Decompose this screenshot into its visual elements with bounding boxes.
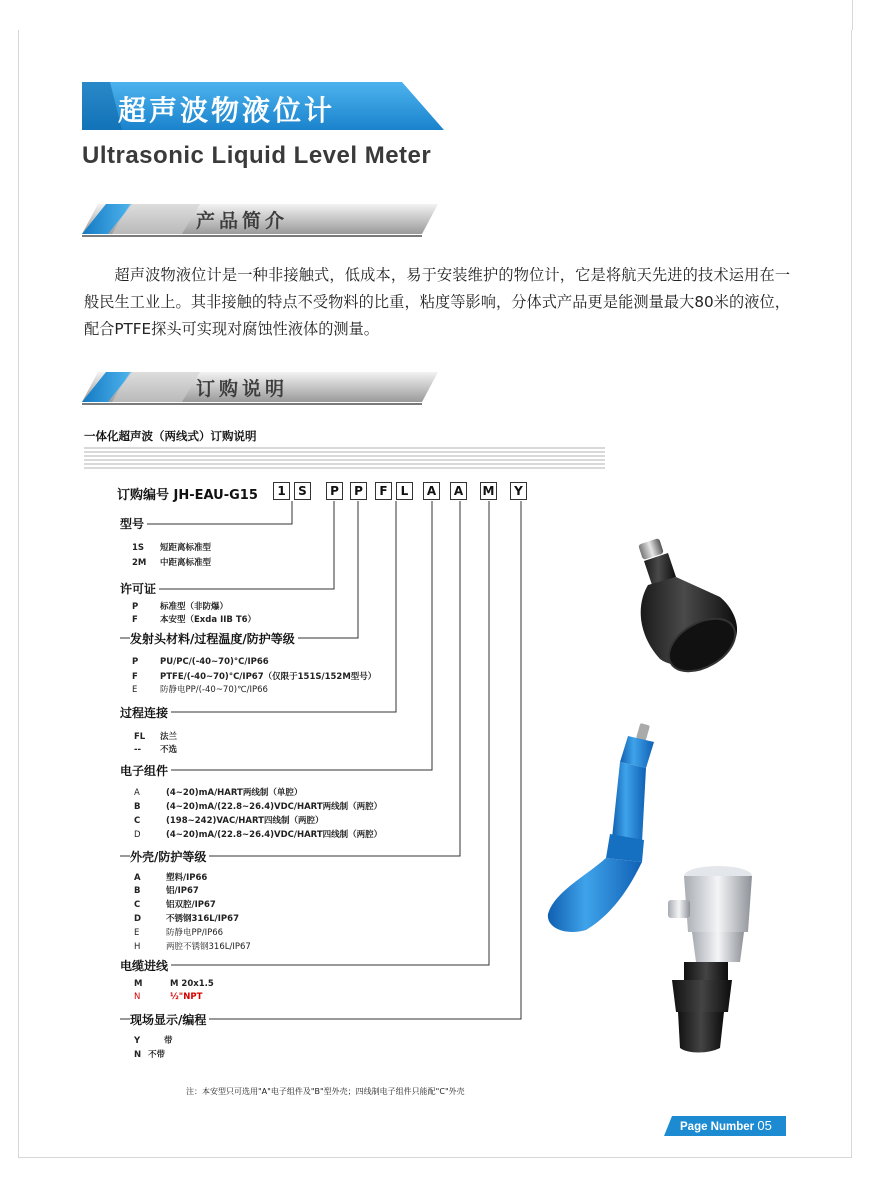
aluminum-sensor-image bbox=[662, 862, 762, 1054]
option-row bbox=[132, 670, 376, 682]
option-key: B bbox=[134, 886, 141, 896]
option-key: F bbox=[132, 672, 138, 682]
option-text: 不选 bbox=[160, 745, 178, 755]
blue-horn-sensor-image bbox=[546, 722, 664, 934]
option-row bbox=[134, 1034, 173, 1046]
option-text: (4~20)mA/HART两线制（单腔） bbox=[166, 788, 303, 798]
option-key: P bbox=[132, 602, 139, 612]
option-key: D bbox=[134, 914, 142, 924]
category-electronics: 电子组件 bbox=[120, 762, 171, 779]
option-text: 塑料/IP66 bbox=[166, 873, 208, 883]
category-housing: 外壳/防护等级 bbox=[130, 848, 209, 865]
category-process-connection: 过程连接 bbox=[120, 704, 171, 721]
option-text: PU/PC/(-40~70)°C/IP66 bbox=[160, 657, 269, 667]
option-text: 法兰 bbox=[160, 732, 178, 742]
option-row bbox=[132, 613, 256, 625]
option-key: 2M bbox=[132, 558, 147, 568]
section-title-order: 订购说明 bbox=[196, 378, 289, 400]
section-title-intro: 产品简介 bbox=[196, 210, 289, 232]
option-text: 防静电PP/IP66 bbox=[166, 928, 224, 938]
option-key: A bbox=[134, 873, 141, 883]
option-text: (4~20)mA/(22.8~26.4)VDC/HART两线制（两腔） bbox=[166, 802, 383, 812]
option-key: 1S bbox=[132, 543, 145, 553]
option-row bbox=[134, 992, 202, 1002]
option-text: PTFE/(-40~70)°C/IP67（仅限于151S/152M型号） bbox=[160, 672, 377, 682]
option-row bbox=[134, 730, 177, 742]
order-code-label: 订购编号 JH-EAU-G15 bbox=[117, 488, 258, 503]
option-row bbox=[134, 1048, 165, 1060]
category-display: 现场显示/编程 bbox=[130, 1011, 209, 1028]
intro-paragraph: 超声波物液位计是一种非接触式，低成本，易于安装维护的物位计，它是将航天先进的技术运用在一般民生工业上。其非接触的特点不受物料的比重，粘度等影响，分体式产品更是能测量最大80米的液位，配合PTFE探头可实现对腐蚀性液体的测量。 bbox=[84, 266, 790, 338]
option-text: (4~20)mA/(22.8~26.4)VDC/HART四线制（两腔） bbox=[166, 830, 383, 840]
option-key: FL bbox=[134, 732, 146, 742]
page-number-value: 05 bbox=[757, 1118, 772, 1133]
code-box-6: L bbox=[396, 482, 413, 500]
option-key: B bbox=[134, 802, 141, 812]
option-key: N bbox=[134, 992, 141, 1002]
order-note: 注：本安型只可选用"A"电子组件及"B"型外壳；四线制电子组件只能配"C"外壳 bbox=[186, 1087, 465, 1096]
code-box-7: A bbox=[423, 482, 440, 500]
option-row bbox=[134, 926, 223, 938]
option-row bbox=[134, 786, 302, 798]
option-key: E bbox=[134, 928, 140, 938]
category-license: 许可证 bbox=[120, 580, 159, 597]
option-row bbox=[132, 556, 211, 568]
option-text: 短距离标准型 bbox=[160, 543, 212, 553]
category-cable-entry: 电缆进线 bbox=[120, 957, 171, 974]
option-key: F bbox=[132, 615, 138, 625]
option-text: 带 bbox=[164, 1036, 173, 1046]
option-key: D bbox=[134, 830, 141, 840]
page-number-label: Page Number bbox=[680, 1121, 755, 1133]
option-row bbox=[134, 800, 382, 812]
option-key: P bbox=[132, 657, 139, 667]
option-key: M bbox=[134, 979, 143, 989]
option-row bbox=[134, 828, 382, 840]
order-subhead: 一体化超声波（两线式）订购说明 bbox=[84, 429, 257, 443]
code-box-9: M bbox=[480, 482, 497, 500]
option-text: 中距离标准型 bbox=[160, 558, 212, 568]
code-box-8: A bbox=[450, 482, 467, 500]
option-text: (198~242)VAC/HART四线制（两腔） bbox=[166, 816, 324, 826]
option-key: -- bbox=[134, 745, 142, 755]
page-title-en: Ultrasonic Liquid Level Meter bbox=[82, 142, 432, 169]
option-text: 铝/IP67 bbox=[166, 886, 199, 896]
option-row bbox=[134, 814, 323, 826]
option-row bbox=[134, 871, 207, 883]
option-row bbox=[134, 979, 214, 989]
code-box-10: Y bbox=[510, 482, 527, 500]
code-box-1: 1 bbox=[273, 482, 290, 500]
option-key: N bbox=[134, 1050, 142, 1060]
option-key: Y bbox=[134, 1036, 141, 1046]
code-box-2: S bbox=[294, 482, 311, 500]
option-row bbox=[134, 884, 199, 896]
page-number bbox=[680, 1118, 772, 1133]
option-text: ½"NPT bbox=[170, 992, 203, 1002]
option-text: 铝双腔/IP67 bbox=[166, 900, 216, 910]
option-row bbox=[132, 541, 211, 553]
option-text: 两腔不锈钢316L/IP67 bbox=[166, 942, 251, 952]
option-text: 防静电PP/(-40~70)℃/IP66 bbox=[160, 685, 268, 695]
option-text: 标准型（非防爆） bbox=[160, 602, 229, 612]
option-row bbox=[134, 940, 251, 952]
option-row bbox=[134, 743, 177, 755]
category-model: 型号 bbox=[120, 515, 147, 532]
option-text: M 20x1.5 bbox=[170, 979, 214, 989]
option-key: H bbox=[134, 942, 141, 952]
option-key: C bbox=[134, 816, 141, 826]
option-text: 不带 bbox=[148, 1050, 166, 1060]
option-row bbox=[134, 898, 216, 910]
code-box-5: F bbox=[375, 482, 392, 500]
option-key: E bbox=[132, 685, 138, 695]
option-row bbox=[132, 657, 269, 667]
category-emitter-material: 发射头材料/过程温度/防护等级 bbox=[130, 630, 298, 647]
option-row bbox=[132, 683, 268, 695]
option-key: C bbox=[134, 900, 141, 910]
code-box-4: P bbox=[350, 482, 367, 500]
option-row bbox=[134, 912, 239, 924]
black-sensor-image bbox=[628, 535, 744, 675]
code-box-3: P bbox=[326, 482, 343, 500]
page-title-cn: 超声波物液位计 bbox=[118, 94, 336, 127]
option-row bbox=[132, 600, 228, 612]
option-text: 不锈钢316L/IP67 bbox=[166, 914, 239, 924]
option-text: 本安型（Exda IIB T6） bbox=[160, 615, 257, 625]
option-key: A bbox=[134, 788, 140, 798]
